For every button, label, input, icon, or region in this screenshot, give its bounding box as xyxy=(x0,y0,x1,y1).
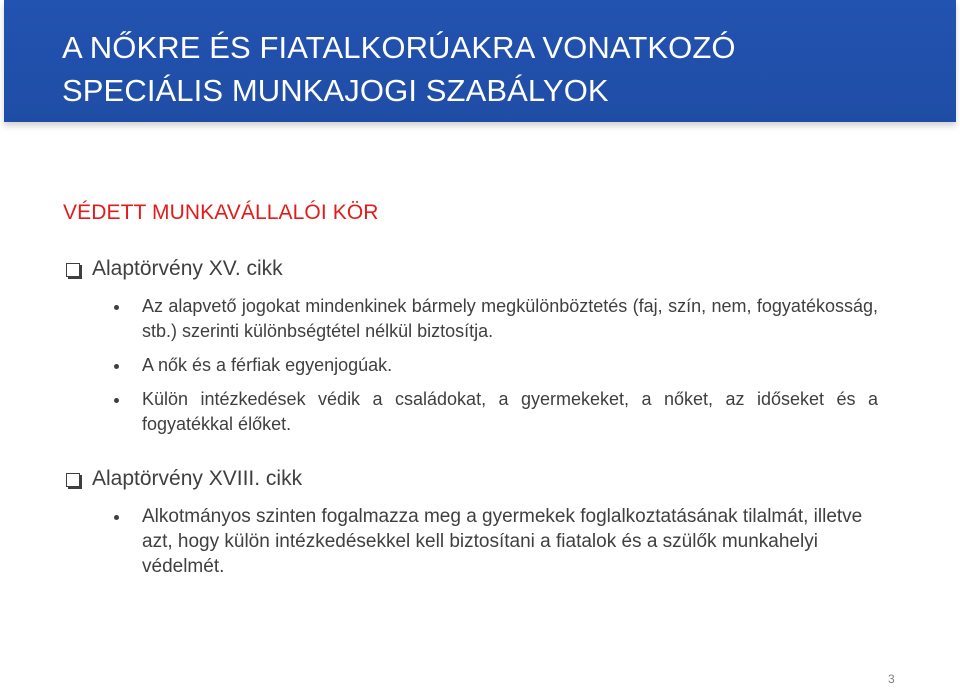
page-number: 3 xyxy=(888,672,895,686)
list-item xyxy=(110,294,878,344)
list-item-text: Alkotmányos szinten fogalmazza meg a gyermekek foglalkoztatásának tilalmát, illetve azt, hogy külön intézkedésekkel kell biztosítani a fiatalok és a szülők munkahelyi védelmét. xyxy=(142,506,863,577)
bullet-dot-icon xyxy=(114,364,119,369)
bullet-dot-icon xyxy=(114,515,119,520)
bullet-dot-icon xyxy=(114,305,119,310)
list-item-text: Külön intézkedések védik a családokat, a gyermekeket, a nőket, az időseket és a fogyatékkal élőket. xyxy=(142,389,878,434)
list-item xyxy=(110,387,878,437)
subsection-heading-1-text: Alaptörvény XV. cikk xyxy=(92,257,283,280)
list-item xyxy=(110,504,878,579)
list-item xyxy=(110,353,878,378)
subsection-heading-1 xyxy=(66,257,283,281)
checkbox-square-icon xyxy=(66,263,80,277)
section-heading: VÉDETT MUNKAVÁLLALÓI KÖR xyxy=(63,201,379,224)
bullet-dot-icon xyxy=(114,398,119,403)
checkbox-square-icon xyxy=(66,473,80,487)
bullet-list-1 xyxy=(110,294,878,446)
list-item-text: A nők és a férfiak egyenjogúak. xyxy=(142,355,393,375)
subsection-heading-2-text: Alaptörvény XVIII. cikk xyxy=(92,467,303,490)
subsection-heading-2 xyxy=(66,467,302,491)
slide-title-line-1: A NŐKRE ÉS FIATALKORÚAKRA VONATKOZÓ xyxy=(62,30,736,65)
list-item-text: Az alapvető jogokat mindenkinek bármely megkülönböztetés (faj, szín, nem, fogyatékosság, stb.) szerinti különbségtétel nélkül biztosítja. xyxy=(142,296,878,341)
slide-title xyxy=(62,26,736,112)
bullet-list-2 xyxy=(110,504,878,588)
slide-title-line-2: SPECIÁLIS MUNKAJOGI SZABÁLYOK xyxy=(62,73,609,108)
